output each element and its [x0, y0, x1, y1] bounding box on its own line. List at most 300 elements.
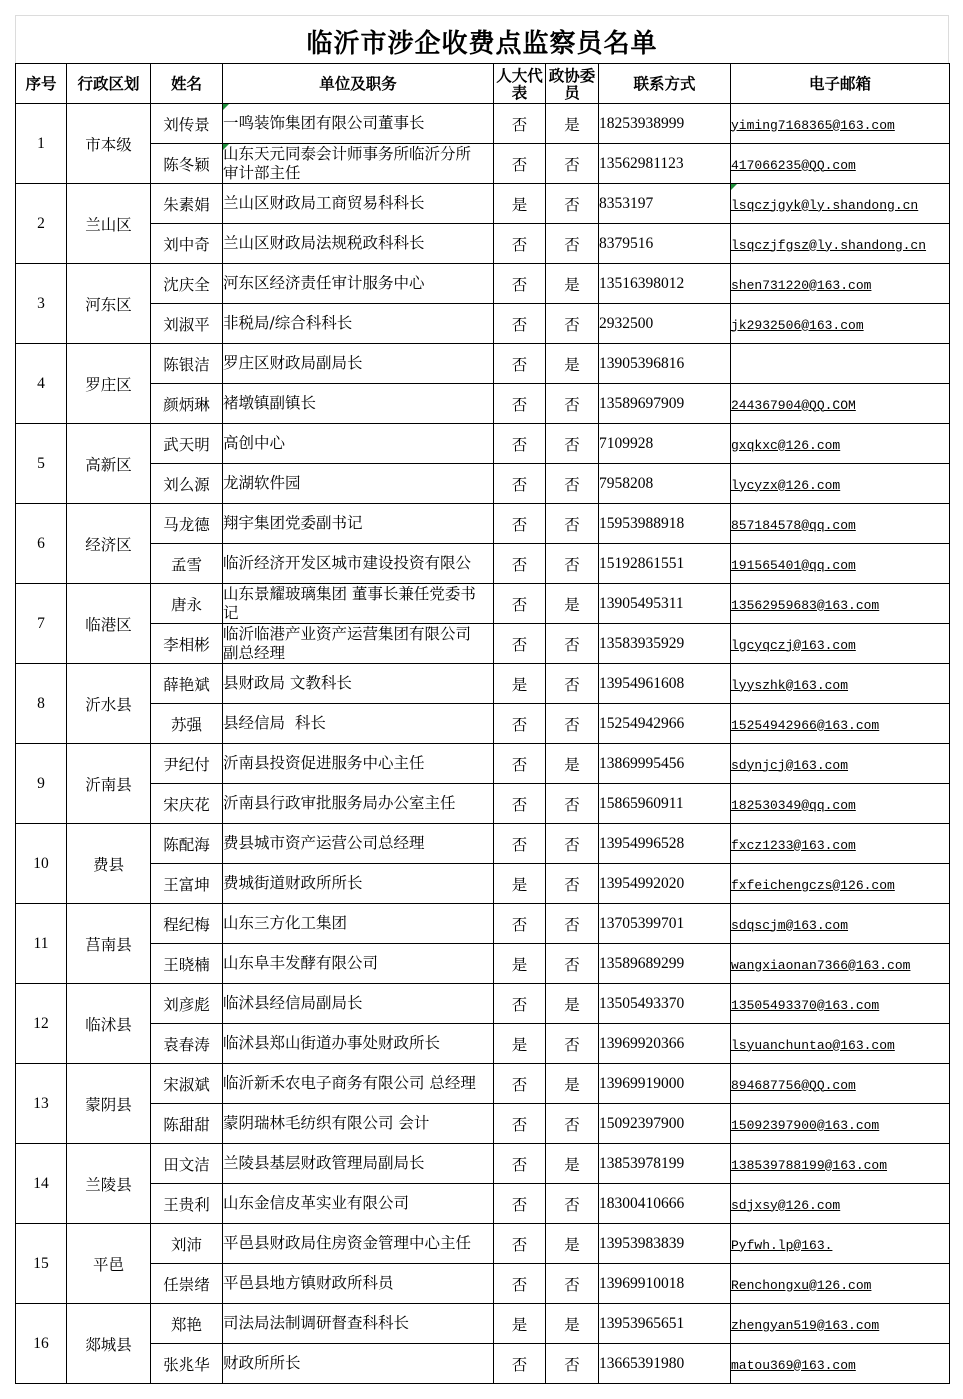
member-name-cell: 苏强 [151, 704, 223, 744]
email-link[interactable]: sdynjcj@163.com [731, 757, 849, 773]
member-name-cell: 程纪梅 [151, 904, 223, 944]
contact-phone-cell: 13562981123 [599, 144, 731, 184]
npc-deputy-cell: 是 [494, 664, 546, 704]
contact-phone-cell: 13954992020 [599, 864, 731, 904]
contact-phone-cell: 2932500 [599, 304, 731, 344]
email-cell [731, 904, 950, 944]
unit-position-cell [223, 1224, 494, 1264]
email-cell [731, 1144, 950, 1184]
district-cell: 沂水县 [67, 664, 151, 744]
unit-position-text: 临沂经济开发区城市建设投资有限公 [223, 554, 472, 572]
email-cell [731, 944, 950, 984]
cppcc-member-cell: 是 [546, 1064, 599, 1104]
email-link[interactable]: 13562959683@163.com [731, 597, 880, 613]
email-link[interactable]: 138539788199@163.com [731, 1157, 888, 1173]
email-link[interactable]: lsqczjgyk@ly.shandong.cn [731, 197, 919, 213]
cppcc-member-cell: 否 [546, 544, 599, 584]
cppcc-member-cell: 否 [546, 944, 599, 984]
member-name-cell: 颜炳琳 [151, 384, 223, 424]
email-link[interactable]: 15092397900@163.com [731, 1117, 880, 1133]
npc-deputy-cell: 否 [494, 1264, 546, 1304]
contact-phone-cell: 13665391980 [599, 1344, 731, 1384]
district-cell: 莒南县 [67, 904, 151, 984]
serial-number-cell: 3 [16, 264, 67, 344]
roster-body [16, 104, 950, 1384]
header-district: 行政区划 [67, 64, 151, 104]
unit-position-cell [223, 104, 494, 144]
npc-deputy-cell: 否 [494, 464, 546, 504]
table-row [16, 864, 950, 904]
table-row [16, 704, 950, 744]
member-name-cell: 王贵利 [151, 1184, 223, 1224]
unit-position-cell [223, 264, 494, 304]
email-link[interactable]: 244367904@QQ.COM [731, 397, 856, 413]
unit-position-text: 临沭县经信局副局长 [223, 994, 363, 1012]
contact-phone-cell: 15254942966 [599, 704, 731, 744]
npc-deputy-cell: 否 [494, 824, 546, 864]
table-row [16, 1104, 950, 1144]
unit-position-text: 一鸣装饰集团有限公司董事长 [223, 114, 425, 132]
header-contact: 联系方式 [599, 64, 731, 104]
unit-position-text: 临沂临港产业资产运营集团有限公司 副总经理 [223, 624, 472, 662]
contact-phone-cell: 15192861551 [599, 544, 731, 584]
unit-position-cell [223, 584, 494, 624]
npc-deputy-cell: 否 [494, 504, 546, 544]
unit-position-text: 山东三方化工集团 [223, 914, 348, 932]
unit-position-cell [223, 664, 494, 704]
member-name-cell: 陈冬颖 [151, 144, 223, 184]
district-cell: 市本级 [67, 104, 151, 184]
serial-number-cell: 13 [16, 1064, 67, 1144]
contact-phone-cell: 13589697909 [599, 384, 731, 424]
member-name-cell: 李相彬 [151, 624, 223, 664]
contact-phone-cell: 13705399701 [599, 904, 731, 944]
npc-deputy-cell: 否 [494, 984, 546, 1024]
cell-indicator-icon [223, 144, 229, 150]
member-name-cell: 王晓楠 [151, 944, 223, 984]
serial-number-cell: 9 [16, 744, 67, 824]
unit-position-cell [223, 304, 494, 344]
email-link[interactable]: gxqkxc@126.com [731, 437, 841, 453]
header-cppcc-member: 政协委员 [546, 64, 599, 104]
cppcc-member-cell: 否 [546, 184, 599, 224]
email-link[interactable]: 191565401@qq.com [731, 557, 856, 573]
email-cell [731, 344, 950, 384]
email-cell [731, 224, 950, 264]
district-cell: 经济区 [67, 504, 151, 584]
table-row [16, 304, 950, 344]
unit-position-text: 沂南县行政审批服务局办公室主任 [223, 794, 456, 812]
email-link[interactable]: lsqczjfgsz@ly.shandong.cn [731, 237, 927, 253]
header-serial-number: 序号 [16, 64, 67, 104]
table-row [16, 984, 950, 1024]
unit-position-text: 临沭县郑山街道办事处财政所长 [223, 1034, 441, 1052]
npc-deputy-cell: 否 [494, 304, 546, 344]
unit-position-text: 临沂新禾农电子商务有限公司 总经理 [223, 1074, 476, 1092]
contact-phone-cell: 18300410666 [599, 1184, 731, 1224]
unit-position-text: 山东景耀玻璃集团 董事长兼任党委书 记 [223, 584, 476, 622]
email-link[interactable]: 894687756@QQ.com [731, 1077, 856, 1093]
unit-position-cell [223, 464, 494, 504]
npc-deputy-cell: 否 [494, 144, 546, 184]
table-row [16, 264, 950, 304]
inspector-roster-table [15, 63, 950, 1384]
member-name-cell: 郑艳 [151, 1304, 223, 1344]
cppcc-member-cell: 否 [546, 824, 599, 864]
header-name: 姓名 [151, 64, 223, 104]
email-link[interactable]: zhengyan519@163.com [731, 1317, 880, 1333]
npc-deputy-cell: 是 [494, 1304, 546, 1344]
table-row [16, 504, 950, 544]
district-cell: 河东区 [67, 264, 151, 344]
email-link[interactable]: jk2932506@163.com [731, 317, 864, 333]
header-npc-deputy: 人大代表 [494, 64, 546, 104]
unit-position-text: 山东阜丰发酵有限公司 [223, 954, 379, 972]
district-cell: 高新区 [67, 424, 151, 504]
unit-position-text: 蒙阴瑞林毛纺织有限公司 会计 [223, 1114, 430, 1132]
email-cell [731, 544, 950, 584]
table-row [16, 1304, 950, 1344]
contact-phone-cell: 13869995456 [599, 744, 731, 784]
cppcc-member-cell: 是 [546, 1144, 599, 1184]
email-link[interactable]: wangxiaonan7366@163.com [731, 957, 911, 973]
email-link[interactable]: 857184578@qq.com [731, 517, 856, 533]
cppcc-member-cell: 否 [546, 1184, 599, 1224]
contact-phone-cell: 13953965651 [599, 1304, 731, 1344]
email-link[interactable]: 15254942966@163.com [731, 717, 880, 733]
unit-position-text: 沂南县投资促进服务中心主任 [223, 754, 425, 772]
cppcc-member-cell: 否 [546, 224, 599, 264]
unit-position-text: 平邑县地方镇财政所科员 [223, 1274, 394, 1292]
unit-position-text: 褚墩镇副镇长 [223, 394, 317, 412]
contact-phone-cell: 18253938999 [599, 104, 731, 144]
email-link[interactable]: sdjxsy@126.com [731, 1197, 841, 1213]
unit-position-cell [223, 624, 494, 664]
email-cell [731, 384, 950, 424]
table-row [16, 224, 950, 264]
email-cell [731, 1104, 950, 1144]
email-link[interactable]: lyyszhk@163.com [731, 677, 849, 693]
email-link[interactable]: lycyzx@126.com [731, 477, 841, 493]
cppcc-member-cell: 是 [546, 744, 599, 784]
cppcc-member-cell: 是 [546, 584, 599, 624]
serial-number-cell: 15 [16, 1224, 67, 1304]
email-link[interactable]: lsyuanchuntao@163.com [731, 1037, 895, 1053]
contact-phone-cell: 13589689299 [599, 944, 731, 984]
unit-position-text: 县经信局 科长 [223, 714, 326, 732]
email-link[interactable]: matou369@163.com [731, 1357, 856, 1373]
email-link[interactable]: Pyfwh.lp@163. [731, 1237, 833, 1253]
cppcc-member-cell: 否 [546, 624, 599, 664]
serial-number-cell: 6 [16, 504, 67, 584]
table-row [16, 184, 950, 224]
npc-deputy-cell: 否 [494, 1344, 546, 1384]
member-name-cell: 陈甜甜 [151, 1104, 223, 1144]
table-row [16, 784, 950, 824]
npc-deputy-cell: 是 [494, 184, 546, 224]
npc-deputy-cell: 否 [494, 264, 546, 304]
email-cell [731, 1224, 950, 1264]
table-row [16, 1264, 950, 1304]
cell-indicator-icon [731, 184, 737, 190]
table-row [16, 824, 950, 864]
member-name-cell: 任崇绪 [151, 1264, 223, 1304]
email-link[interactable]: lgcyqczj@163.com [731, 637, 856, 653]
npc-deputy-cell: 否 [494, 344, 546, 384]
npc-deputy-cell: 否 [494, 544, 546, 584]
contact-phone-cell: 7109928 [599, 424, 731, 464]
member-name-cell: 刘么源 [151, 464, 223, 504]
npc-deputy-cell: 否 [494, 1184, 546, 1224]
contact-phone-cell: 15953988918 [599, 504, 731, 544]
contact-phone-cell: 13969919000 [599, 1064, 731, 1104]
serial-number-cell: 5 [16, 424, 67, 504]
cppcc-member-cell: 是 [546, 1304, 599, 1344]
page-title: 临沂市涉企收费点监察员名单 [306, 29, 658, 59]
email-cell [731, 784, 950, 824]
table-row [16, 904, 950, 944]
table-row [16, 744, 950, 784]
unit-position-cell [223, 1024, 494, 1064]
cppcc-member-cell: 否 [546, 304, 599, 344]
unit-position-cell [223, 1264, 494, 1304]
member-name-cell: 宋淑斌 [151, 1064, 223, 1104]
email-cell [731, 1344, 950, 1384]
member-name-cell: 袁春涛 [151, 1024, 223, 1064]
npc-deputy-cell: 是 [494, 1024, 546, 1064]
email-link[interactable]: 417066235@QQ.com [731, 157, 856, 173]
cppcc-member-cell: 否 [546, 424, 599, 464]
district-cell: 罗庄区 [67, 344, 151, 424]
header-email: 电子邮箱 [731, 64, 950, 104]
email-link[interactable]: fxcz1233@163.com [731, 837, 856, 853]
email-cell [731, 264, 950, 304]
npc-deputy-cell: 否 [494, 384, 546, 424]
email-cell [731, 1184, 950, 1224]
unit-position-cell [223, 1304, 494, 1344]
cppcc-member-cell: 否 [546, 1104, 599, 1144]
table-row [16, 344, 950, 384]
unit-position-cell [223, 744, 494, 784]
table-row [16, 1344, 950, 1384]
member-name-cell: 马龙德 [151, 504, 223, 544]
unit-position-text: 财政所所长 [223, 1354, 301, 1372]
member-name-cell: 刘淑平 [151, 304, 223, 344]
npc-deputy-cell: 否 [494, 104, 546, 144]
contact-phone-cell: 13969910018 [599, 1264, 731, 1304]
email-link[interactable]: shen731220@163.com [731, 277, 872, 293]
table-row [16, 464, 950, 504]
contact-phone-cell: 8353197 [599, 184, 731, 224]
email-link[interactable]: 13505493370@163.com [731, 997, 880, 1013]
email-cell [731, 704, 950, 744]
member-name-cell: 薛艳斌 [151, 664, 223, 704]
contact-phone-cell: 13516398012 [599, 264, 731, 304]
table-row [16, 424, 950, 464]
contact-phone-cell: 13905396816 [599, 344, 731, 384]
table-row [16, 664, 950, 704]
table-row [16, 624, 950, 664]
unit-position-cell [223, 344, 494, 384]
email-cell [731, 1304, 950, 1344]
member-name-cell: 武天明 [151, 424, 223, 464]
email-link[interactable]: 182530349@qq.com [731, 797, 856, 813]
member-name-cell: 孟雪 [151, 544, 223, 584]
npc-deputy-cell: 否 [494, 704, 546, 744]
serial-number-cell: 10 [16, 824, 67, 904]
serial-number-cell: 14 [16, 1144, 67, 1224]
district-cell: 兰陵县 [67, 1144, 151, 1224]
table-row [16, 1144, 950, 1184]
serial-number-cell: 12 [16, 984, 67, 1064]
cppcc-member-cell: 否 [546, 864, 599, 904]
header-row [16, 64, 950, 104]
serial-number-cell: 7 [16, 584, 67, 664]
cppcc-member-cell: 否 [546, 464, 599, 504]
email-link[interactable]: yiming7168365@163.com [731, 117, 895, 133]
unit-position-text: 兰陵县基层财政管理局副局长 [223, 1154, 425, 1172]
unit-position-cell [223, 784, 494, 824]
serial-number-cell: 2 [16, 184, 67, 264]
unit-position-cell [223, 1144, 494, 1184]
email-link[interactable]: sdqscjm@163.com [731, 917, 849, 933]
unit-position-text: 县财政局 文教科长 [223, 674, 352, 692]
email-cell [731, 1064, 950, 1104]
member-name-cell: 刘中奇 [151, 224, 223, 264]
email-link[interactable]: Renchongxu@126.com [731, 1277, 872, 1293]
cppcc-member-cell: 否 [546, 144, 599, 184]
unit-position-text: 兰山区财政局工商贸易科科长 [223, 194, 425, 212]
table-row [16, 1064, 950, 1104]
npc-deputy-cell: 否 [494, 424, 546, 464]
unit-position-text: 龙湖软件园 [223, 474, 301, 492]
email-cell [731, 624, 950, 664]
member-name-cell: 刘沛 [151, 1224, 223, 1264]
district-cell: 临港区 [67, 584, 151, 664]
district-cell: 郯城县 [67, 1304, 151, 1384]
member-name-cell: 朱素娟 [151, 184, 223, 224]
member-name-cell: 张兆华 [151, 1344, 223, 1384]
cppcc-member-cell: 否 [546, 664, 599, 704]
contact-phone-cell: 13954961608 [599, 664, 731, 704]
cppcc-member-cell: 否 [546, 504, 599, 544]
email-cell [731, 144, 950, 184]
serial-number-cell: 4 [16, 344, 67, 424]
email-cell [731, 744, 950, 784]
unit-position-text: 费城街道财政所所长 [223, 874, 363, 892]
unit-position-text: 翔宇集团党委副书记 [223, 514, 363, 532]
unit-position-text: 高创中心 [223, 434, 286, 452]
contact-phone-cell: 13953983839 [599, 1224, 731, 1264]
unit-position-text: 兰山区财政局法规税政科科长 [223, 234, 425, 252]
email-cell [731, 824, 950, 864]
district-cell: 兰山区 [67, 184, 151, 264]
email-cell [731, 1264, 950, 1304]
unit-position-cell [223, 944, 494, 984]
unit-position-cell [223, 224, 494, 264]
member-name-cell: 王富坤 [151, 864, 223, 904]
email-cell [731, 184, 950, 224]
email-cell [731, 504, 950, 544]
email-cell [731, 424, 950, 464]
unit-position-text: 非税局/综合科科长 [223, 314, 353, 332]
unit-position-cell [223, 1344, 494, 1384]
unit-position-cell [223, 544, 494, 584]
contact-phone-cell: 13853978199 [599, 1144, 731, 1184]
serial-number-cell: 16 [16, 1304, 67, 1384]
npc-deputy-cell: 否 [494, 1144, 546, 1184]
cppcc-member-cell: 否 [546, 1344, 599, 1384]
unit-position-cell [223, 184, 494, 224]
cppcc-member-cell: 是 [546, 984, 599, 1024]
unit-position-text: 罗庄区财政局副局长 [223, 354, 363, 372]
unit-position-text: 山东天元同泰会计师事务所临沂分所 审计部主任 [223, 144, 472, 182]
cppcc-member-cell: 是 [546, 344, 599, 384]
unit-position-cell [223, 144, 494, 184]
unit-position-cell [223, 1104, 494, 1144]
cppcc-member-cell: 否 [546, 1264, 599, 1304]
cppcc-member-cell: 否 [546, 784, 599, 824]
unit-position-cell [223, 504, 494, 544]
member-name-cell: 田文洁 [151, 1144, 223, 1184]
npc-deputy-cell: 是 [494, 864, 546, 904]
unit-position-cell [223, 864, 494, 904]
email-cell [731, 664, 950, 704]
unit-position-text: 河东区经济责任审计服务中心 [223, 274, 425, 292]
unit-position-text: 司法局法制调研督查科科长 [223, 1314, 410, 1332]
contact-phone-cell: 13954996528 [599, 824, 731, 864]
cell-indicator-icon [223, 104, 229, 110]
unit-position-cell [223, 424, 494, 464]
member-name-cell: 唐永 [151, 584, 223, 624]
cppcc-member-cell: 否 [546, 704, 599, 744]
serial-number-cell: 1 [16, 104, 67, 184]
npc-deputy-cell: 否 [494, 1104, 546, 1144]
member-name-cell: 刘传景 [151, 104, 223, 144]
email-cell [731, 864, 950, 904]
table-row [16, 104, 950, 144]
contact-phone-cell: 7958208 [599, 464, 731, 504]
member-name-cell: 尹纪付 [151, 744, 223, 784]
unit-position-cell [223, 904, 494, 944]
npc-deputy-cell: 否 [494, 744, 546, 784]
district-cell: 平邑 [67, 1224, 151, 1304]
npc-deputy-cell: 否 [494, 624, 546, 664]
email-link[interactable]: fxfeichengczs@126.com [731, 877, 895, 893]
cppcc-member-cell: 是 [546, 104, 599, 144]
npc-deputy-cell: 否 [494, 584, 546, 624]
table-row [16, 1184, 950, 1224]
header-unit-position: 单位及职务 [223, 64, 494, 104]
member-name-cell: 宋庆花 [151, 784, 223, 824]
unit-position-text: 平邑县财政局住房资金管理中心主任 [223, 1234, 472, 1252]
table-row [16, 544, 950, 584]
npc-deputy-cell: 否 [494, 224, 546, 264]
cppcc-member-cell: 是 [546, 264, 599, 304]
table-row [16, 1224, 950, 1264]
unit-position-cell [223, 824, 494, 864]
cppcc-member-cell: 否 [546, 1024, 599, 1064]
unit-position-text: 费县城市资产运营公司总经理 [223, 834, 425, 852]
email-cell [731, 1024, 950, 1064]
member-name-cell: 陈配海 [151, 824, 223, 864]
district-cell: 沂南县 [67, 744, 151, 824]
npc-deputy-cell: 否 [494, 1224, 546, 1264]
cppcc-member-cell: 否 [546, 384, 599, 424]
table-row [16, 1024, 950, 1064]
title-area [15, 15, 949, 63]
contact-phone-cell: 13969920366 [599, 1024, 731, 1064]
